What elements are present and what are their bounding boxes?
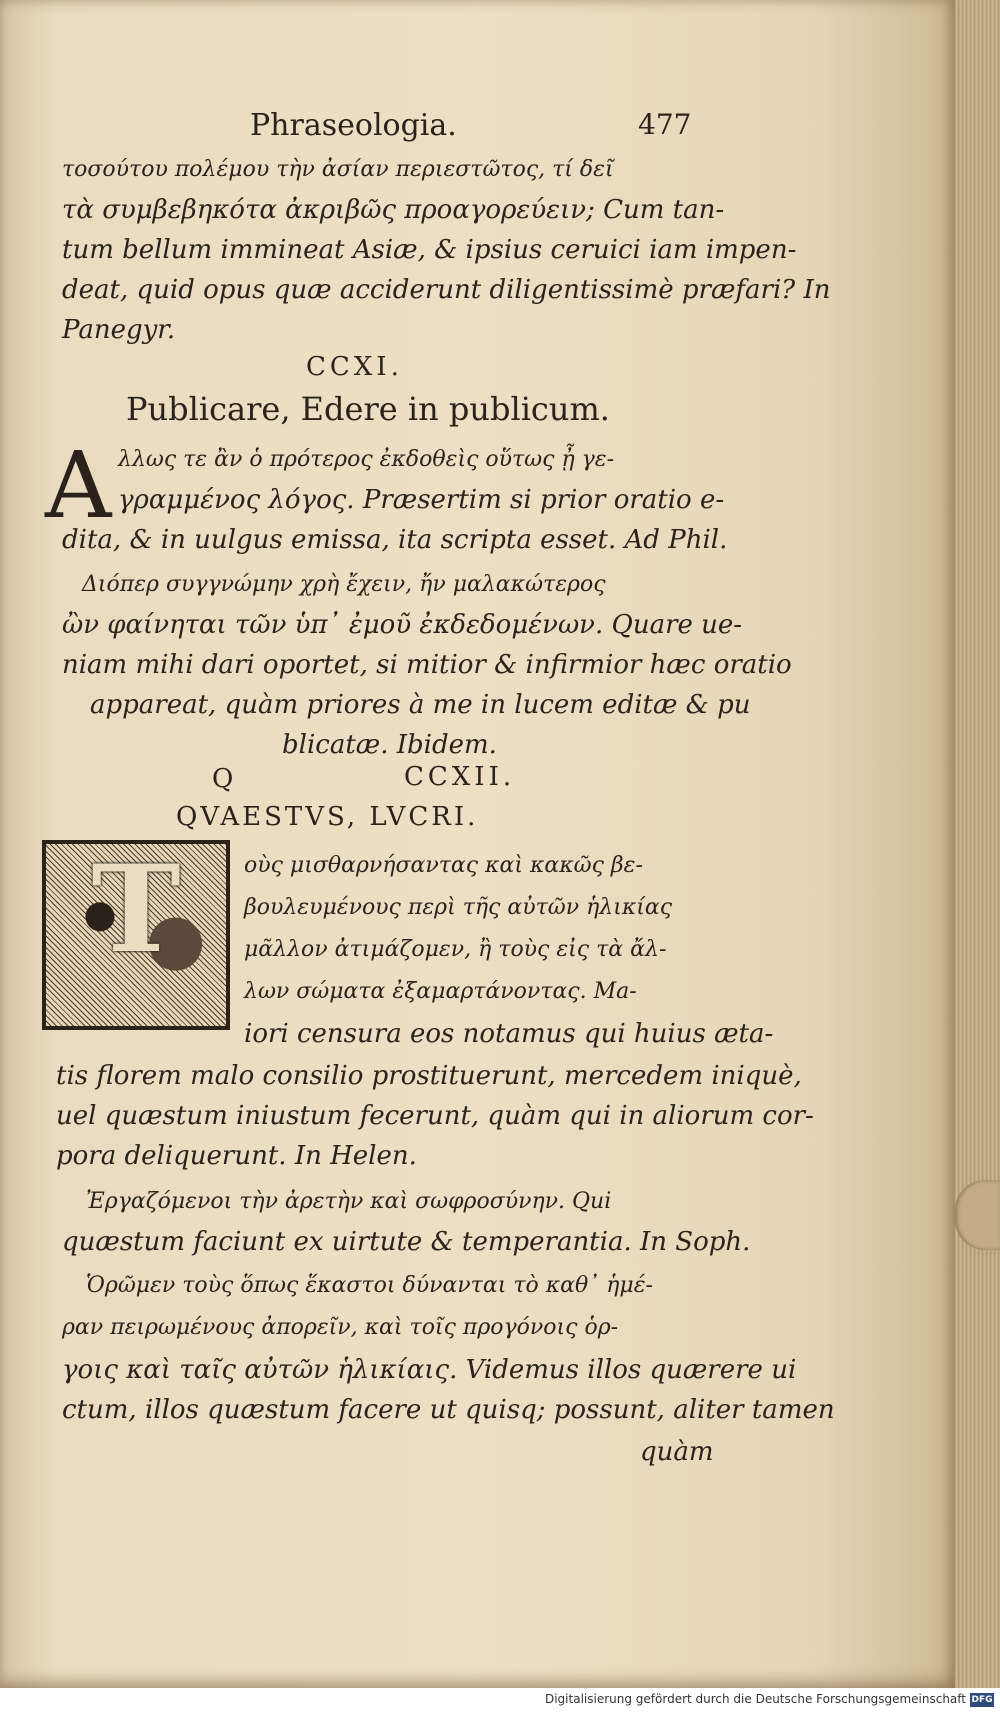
text-line: τὰ συμβεβηκότα ἀκριβῶς προαγορεύειν; Cum tan-	[62, 195, 725, 225]
text-line: Ὁρῶμεν τοὺς ὅπως ἕκαστοι δύνανται τὸ καθ᾽ ἡμέ-	[86, 1273, 653, 1298]
catchword: Q	[212, 764, 234, 794]
text-line: οὺς μισθαρνήσαντας καὶ κακῶς βε-	[244, 853, 643, 878]
text-line: Panegyr.	[62, 315, 176, 345]
drop-cap-initial: A	[45, 432, 112, 539]
text-line: λων σώματα ἐξαμαρτάνοντας. Ma-	[244, 979, 637, 1004]
text-line: pora deliquerunt. In Helen.	[56, 1141, 417, 1171]
text-line: γραμμένος λόγος. Præsertim si prior oratio e-	[118, 485, 725, 515]
text-line: blicatæ. Ibidem.	[282, 730, 497, 760]
text-line: uel quæstum iniustum fecerunt, quàm qui in aliorum cor-	[56, 1101, 814, 1131]
section-numeral: CCXI.	[306, 352, 403, 382]
text-line: τοσούτου πολέμου τὴν ἀσίαν περιεστῶτος, τί δεῖ	[62, 157, 614, 182]
digitization-footer	[0, 1688, 1000, 1713]
text-line: deat, quid opus quæ acciderunt diligentissimè præfari? In	[62, 275, 831, 305]
text-line: μᾶλλον ἀτιμάζομεν, ἢ τοὺς εἰς τὰ ἄλ-	[244, 937, 667, 962]
text-line: iori censura eos notamus qui huius æta-	[244, 1019, 774, 1049]
text-line: ὢν φαίνηται τῶν ὑπ᾽ ἐμοῦ ἐκδεδομένων. Quare ue-	[62, 610, 743, 640]
text-line: Ἐργαζόμενοι τὴν ἀρετὴν καὶ σωφροσύνην. Qui	[86, 1189, 612, 1214]
text-line: tum bellum immineat Asiæ, & ipsius ceruici iam impen-	[62, 235, 797, 265]
text-line: Διόπερ συγγνώμην χρὴ ἔχειν, ἤν μαλακώτερος	[82, 572, 606, 597]
book-fore-edge	[955, 0, 1000, 1688]
page-clip	[955, 1180, 1000, 1250]
text-line: ραν πειρωμένους ἀπορεῖν, καὶ τοῖς προγόνοις ὁρ-	[62, 1315, 619, 1340]
woodcut-initial-illustration	[42, 840, 230, 1030]
page-number: 477	[638, 108, 692, 141]
catchword-bottom: quàm	[640, 1437, 714, 1467]
text-line: γοις καὶ ταῖς αὐτῶν ἡλικίαις. Videmus illos quærere ui	[62, 1355, 797, 1385]
funding-credit: Digitalisierung gefördert durch die Deutsche Forschungsgemeinschaft	[544, 1692, 966, 1706]
text-line: ctum, illos quæstum facere ut quisq; possunt, aliter tamen	[62, 1395, 835, 1425]
text-line: λλως τε ἂν ὁ πρότερος ἐκδοθεὶς οὕτως ᾖ γε-	[118, 447, 614, 472]
dfg-logo: DFG	[971, 1695, 993, 1705]
text-line: dita, & in uulgus emissa, ita scripta esset. Ad Phil.	[62, 525, 728, 555]
section-heading: Publicare, Edere in publicum.	[126, 390, 610, 428]
text-line: βουλευμένους περὶ τῆς αὐτῶν ἡλικίας	[244, 895, 673, 920]
running-title: Phraseologia.	[250, 108, 457, 143]
section-heading: QVAESTVS, LVCRI.	[176, 802, 479, 832]
text-line: appareat, quàm priores à me in lucem editæ & pu	[90, 690, 751, 720]
woodcut-initial-letter: T	[91, 839, 181, 980]
text-line: niam mihi dari oportet, si mitior & infirmior hæc oratio	[62, 650, 792, 680]
text-line: tis florem malo consilio prostituerunt, mercedem iniquè,	[56, 1061, 802, 1091]
text-line: quæstum faciunt ex uirtute & temperantia. In Soph.	[62, 1227, 751, 1257]
section-numeral: CCXII.	[404, 762, 516, 792]
